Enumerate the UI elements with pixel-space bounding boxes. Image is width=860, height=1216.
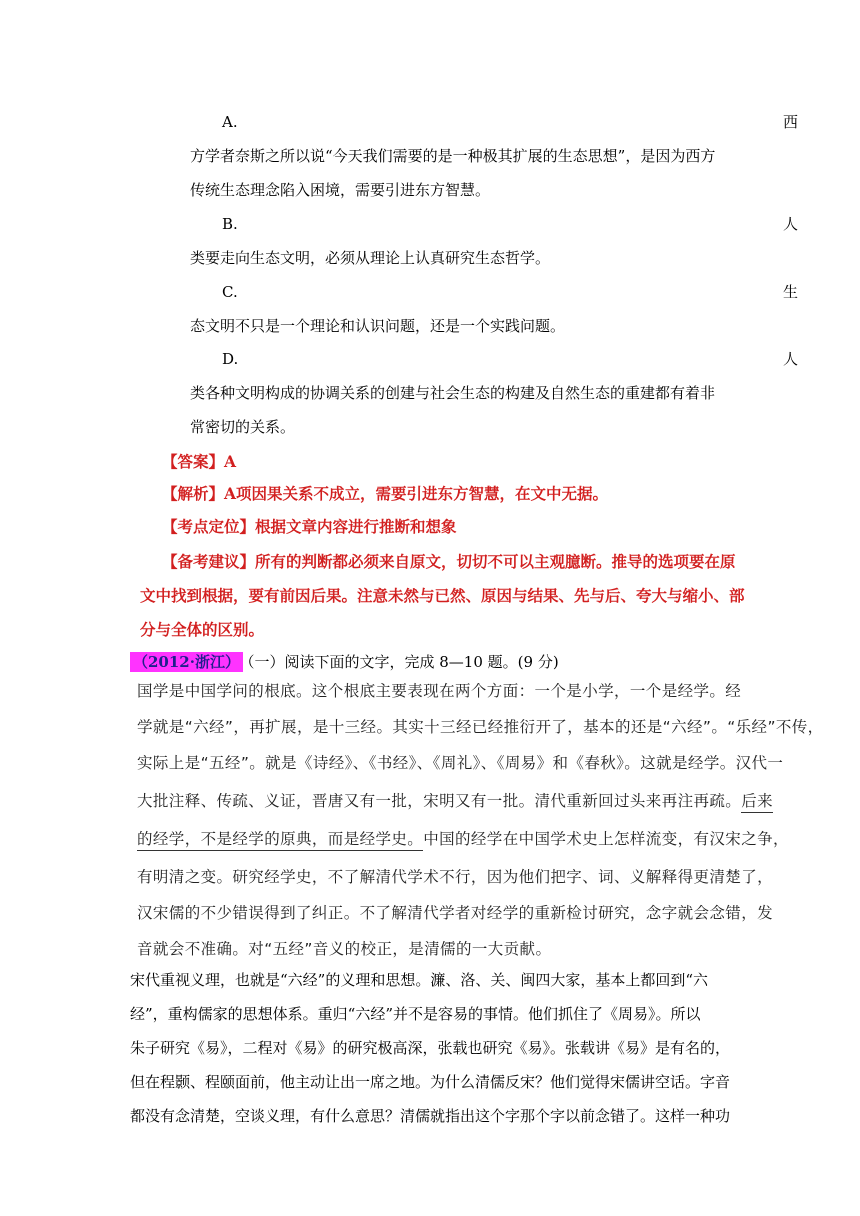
option-b-first-char: 人 [782, 215, 798, 233]
option-a-row [190, 110, 798, 134]
advice-line-1 [162, 549, 736, 575]
option-c-line-1: 态文明不只是一个理论和认识问题，还是一个实践问题。 [190, 317, 566, 335]
option-a-line-2: 传统生态理念陷入困境，需要引进东方智慧。 [190, 181, 491, 199]
source-heading [130, 650, 559, 674]
scan-line-1: 国学是中国学问的根底。这个根底主要表现在两个方面：一个是小学，一个是经学。经 [137, 682, 742, 700]
option-b-row [190, 212, 798, 236]
scan-line-8: 音就会不准确。对“五经”音义的校正，是清儒的一大贡献。 [137, 940, 552, 958]
body-line-5: 都没有念清楚，空谈义理，有什么意思？清儒就指出这个字那个字以前念错了。这样一种功 [130, 1107, 731, 1125]
option-d-first-char: 人 [782, 350, 798, 368]
scan-line-5 [137, 822, 789, 856]
option-b-line-1: 类要走向生态文明，必须从理论上认真研究生态哲学。 [190, 249, 551, 267]
option-d-line-1: 类各种文明构成的协调关系的创建与社会生态的构建及自然生态的重建都有着非 [190, 384, 716, 402]
option-d-line-2: 常密切的关系。 [190, 418, 296, 436]
underlined-phrase-start: 后来 [741, 792, 773, 813]
scan-line-7: 汉宋儒的不少错误得到了纠正。不了解清代学者对经学的重新检讨研究，念字就会念错，发 [137, 904, 774, 922]
scan-line-6: 有明清之变。研究经学史，不了解清代学术不行，因为他们把字、词、义解释得更清楚了， [137, 868, 774, 886]
scan-line-5-tail: 中国的经学在中国学术史上怎样流变，有汉宋之争， [423, 830, 789, 848]
body-line-4: 但在程颢、程颐面前，他主动让出一席之地。为什么清儒反宋？他们觉得宋儒讲空话。字音 [130, 1073, 731, 1091]
point-line [162, 514, 457, 540]
answer-value: A [224, 452, 237, 471]
advice-tag: 【备考建议】 [162, 552, 256, 571]
analysis-tag: 【解析】 [162, 484, 225, 503]
scan-line-2: 学就是“六经”，再扩展，是十三经。其实十三经已经推衍开了，基本的还是“六经”。“乐经”不传， [137, 718, 824, 736]
answer-line [162, 449, 236, 475]
advice-line-2: 文中找到根据，要有前因后果。注意未然与已然、原因与结果、先与后、夸大与缩小、部 [140, 586, 745, 605]
point-text: 根据文章内容进行推断和想象 [255, 517, 457, 536]
body-line-3: 朱子研究《易》，二程对《易》的研究极高深，张载也研究《易》。张载讲《易》是有名的， [130, 1039, 731, 1057]
underlined-phrase-end: 的经学，不是经学的原典，而是经学史。 [137, 830, 423, 851]
advice-line-3: 分与全体的区别。 [140, 620, 265, 639]
source-tag: （2012·浙江） [130, 652, 243, 672]
option-a-line-1: 方学者奈斯之所以说“今天我们需要的是一种极其扩展的生态思想”，是因为西方 [190, 147, 716, 165]
source-instruction: （一）阅读下面的文字，完成 8—10 题。(9 分) [246, 653, 559, 671]
body-line-1: 宋代重视义理，也就是“六经”的义理和思想。濂、洛、关、闽四大家，基本上都回到“六 [130, 971, 709, 989]
scan-line-4 [137, 784, 773, 818]
scan-line-4-text: 大批注释、传疏、义证，晋唐又有一批，宋明又有一批。清代重新回过头来再注再疏。 [137, 792, 742, 810]
option-c-letter: C. [222, 283, 238, 301]
option-c-row [190, 280, 798, 304]
scan-line-3: 实际上是“五经”。就是《诗经》、《书经》、《周礼》、《周易》和《春秋》。这就是经学。汉代一 [137, 754, 784, 772]
body-line-2: 经”，重构儒家的思想体系。重归“六经”并不是容易的事情。他们抓住了《周易》。所以 [130, 1005, 701, 1023]
option-a-letter: A. [222, 113, 238, 131]
answer-tag: 【答案】 [162, 452, 225, 471]
analysis-text: A项因果关系不成立，需要引进东方智慧，在文中无据。 [224, 484, 609, 503]
analysis-line [162, 481, 608, 507]
option-c-first-char: 生 [782, 283, 798, 301]
option-b-letter: B. [222, 215, 238, 233]
point-tag: 【考点定位】 [162, 517, 256, 536]
scanned-passage [137, 674, 824, 974]
option-a-first-char: 西 [782, 113, 798, 131]
advice-text-1: 所有的判断都必须来自原文，切切不可以主观臆断。推导的选项要在原 [255, 552, 736, 571]
option-d-letter: D. [222, 350, 239, 368]
option-d-row [190, 347, 798, 371]
